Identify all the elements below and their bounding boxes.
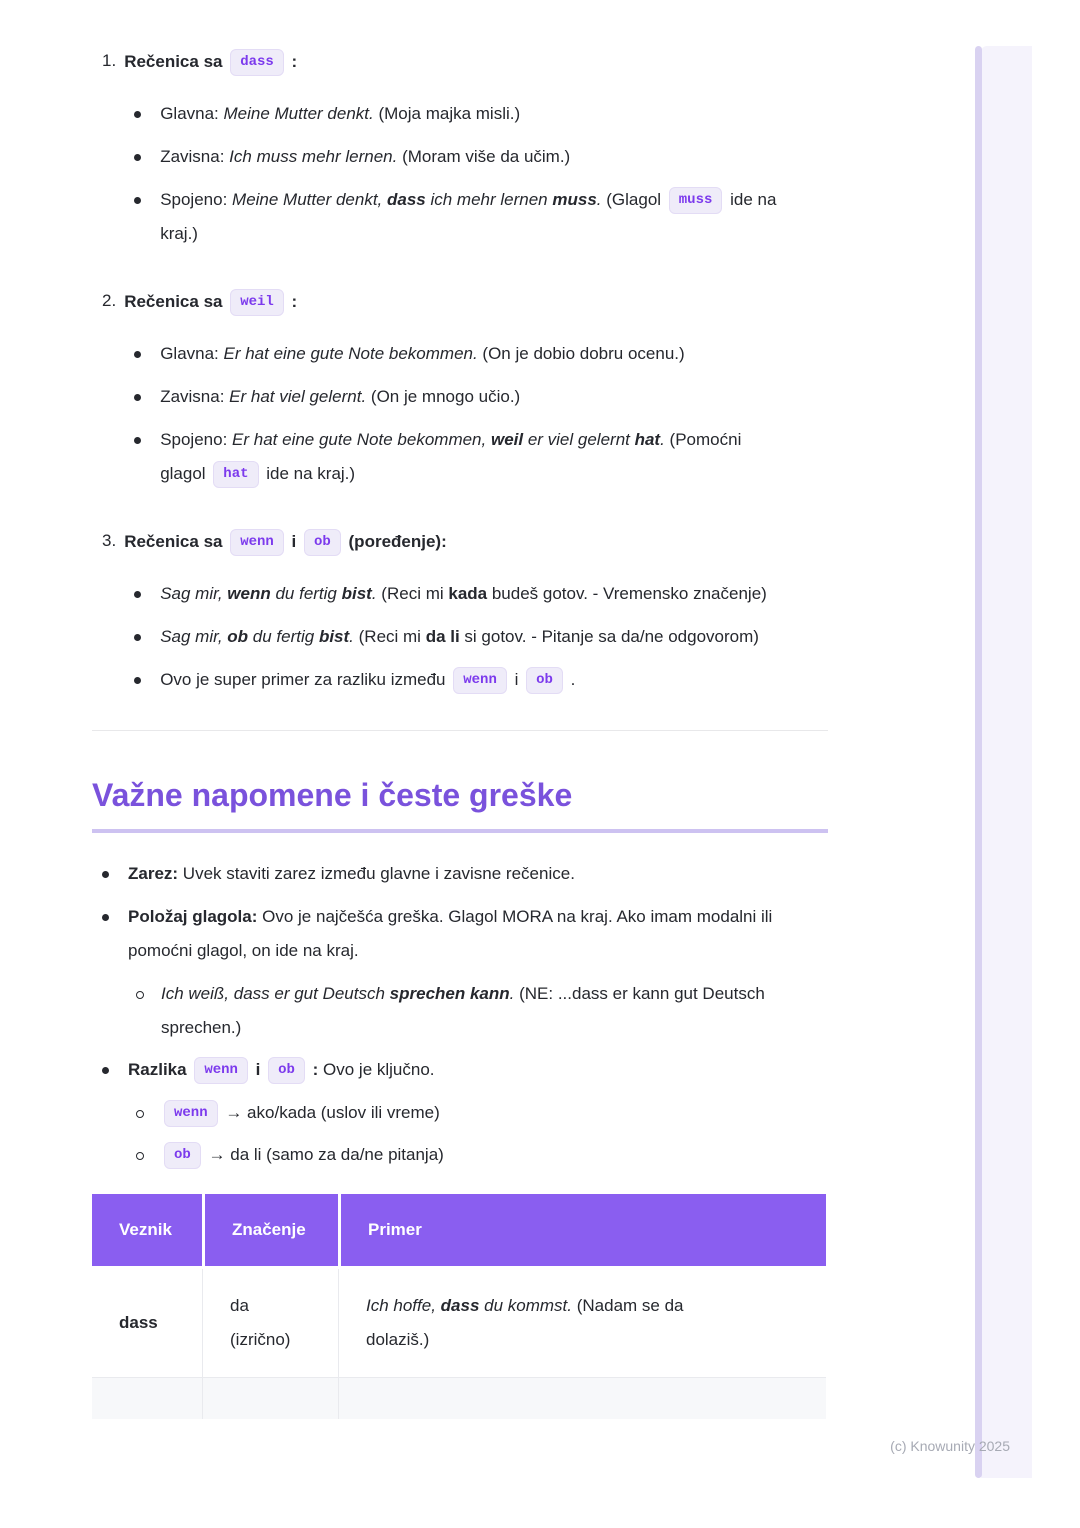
text-segment: Spojeno: bbox=[160, 430, 233, 449]
inline-code-badge: muss bbox=[669, 187, 723, 214]
text-segment: Zavisna: bbox=[160, 387, 230, 406]
bullet-text bbox=[160, 620, 788, 654]
text-segment: dass bbox=[119, 1313, 158, 1332]
text-segment: → da li (samo za da/ne pitanja) bbox=[203, 1145, 444, 1164]
section-divider bbox=[92, 730, 828, 731]
text-segment: (Nadam se da dolaziš.) bbox=[366, 1296, 684, 1349]
text-segment: muss bbox=[552, 190, 597, 209]
column-header-primer: Primer bbox=[338, 1194, 826, 1269]
text-segment: Ich hoffe, bbox=[366, 1296, 441, 1315]
note-item-polozaj-glagola bbox=[92, 900, 828, 968]
column-header-znacenje: Značenje bbox=[202, 1194, 338, 1269]
text-segment: (On je dobio dobru ocenu.) bbox=[477, 344, 685, 363]
text-segment: kada bbox=[448, 584, 488, 603]
text-segment: : bbox=[286, 52, 298, 71]
text-segment: da bbox=[230, 1296, 249, 1315]
circle-bullet-icon bbox=[136, 1110, 144, 1118]
bullet-item bbox=[124, 97, 828, 131]
text-segment: i bbox=[250, 1060, 266, 1079]
inline-code-badge: ob bbox=[164, 1142, 201, 1169]
note-item-zarez bbox=[92, 857, 828, 891]
table-row bbox=[92, 1269, 826, 1378]
text-segment: Sag mir, bbox=[160, 584, 228, 603]
inline-code-badge: weil bbox=[230, 289, 284, 316]
text-segment: (Moja majka misli.) bbox=[373, 104, 521, 123]
text-segment: : bbox=[307, 1060, 319, 1079]
text-segment: ob bbox=[227, 627, 249, 646]
sub-bullet-list bbox=[92, 977, 828, 1045]
list-item-weil bbox=[92, 284, 828, 500]
text-segment: Zarez: bbox=[128, 864, 179, 883]
text-segment: (NE: ...dass er kann gut Deutsch sprechen.) bbox=[161, 984, 765, 1037]
inline-code-badge: dass bbox=[230, 49, 284, 76]
text-segment: er viel gelernt bbox=[523, 430, 635, 449]
copyright-watermark: (c) Knowunity 2025 bbox=[890, 1438, 1010, 1454]
bullet-item bbox=[124, 620, 828, 654]
text-segment: → ako/kada (uslov ili vreme) bbox=[220, 1103, 440, 1122]
text-segment: si gotov. - Pitanje sa da/ne odgovorom) bbox=[459, 627, 759, 646]
inline-code-badge: wenn bbox=[194, 1057, 248, 1084]
bullet-text bbox=[160, 337, 788, 371]
text-segment: i bbox=[509, 670, 524, 689]
text-segment: i bbox=[286, 532, 301, 551]
text-segment: Spojeno: bbox=[160, 190, 233, 209]
text-segment: Položaj glagola: bbox=[128, 907, 258, 926]
list-item-title bbox=[124, 44, 828, 80]
text-segment: (Glagol bbox=[601, 190, 666, 209]
text-segment: (Pomoćni glagol bbox=[160, 430, 742, 483]
text-segment: Rečenica sa bbox=[124, 52, 228, 71]
cell-znacenje bbox=[202, 1269, 338, 1378]
list-number: 3. bbox=[102, 531, 117, 550]
sub-bullet-item bbox=[126, 977, 828, 1045]
inline-code-badge: hat bbox=[213, 461, 258, 488]
text-segment: Ovo je ključno. bbox=[318, 1060, 435, 1079]
list-item-title bbox=[124, 284, 828, 320]
list-item-dass bbox=[92, 44, 828, 260]
bullet-text bbox=[160, 140, 788, 174]
text-segment: Sag mir, bbox=[160, 627, 228, 646]
right-rail bbox=[981, 46, 1032, 1478]
text-segment: sprechen kann bbox=[389, 984, 510, 1003]
sub-bullet-item-ob bbox=[126, 1138, 828, 1172]
bullet-text bbox=[128, 900, 820, 968]
bullet-item bbox=[124, 337, 828, 371]
note-item-razlika bbox=[92, 1053, 828, 1087]
text-segment: da li bbox=[425, 627, 460, 646]
text-segment: Rečenica sa bbox=[124, 292, 228, 311]
text-segment: hat bbox=[634, 430, 661, 449]
sub-bullet-item-wenn bbox=[126, 1096, 828, 1130]
text-segment: . bbox=[509, 984, 515, 1003]
cell-veznik bbox=[92, 1378, 202, 1419]
bullet-text bbox=[160, 380, 788, 414]
circle-bullet-icon bbox=[136, 1152, 144, 1160]
list-item-title bbox=[124, 524, 828, 560]
text-segment: dass bbox=[440, 1296, 480, 1315]
text-segment: budeš gotov. - Vremensko značenje) bbox=[487, 584, 767, 603]
bullet-icon bbox=[134, 197, 141, 204]
bullet-icon bbox=[134, 591, 141, 598]
notes-list bbox=[92, 857, 828, 1172]
column-header-veznik: Veznik bbox=[92, 1194, 202, 1269]
bullet-icon bbox=[134, 677, 141, 684]
bullet-icon bbox=[134, 154, 141, 161]
text-segment: . bbox=[349, 627, 354, 646]
bullet-item bbox=[124, 577, 828, 611]
conjunction-table bbox=[92, 1194, 826, 1419]
sub-bullet-list bbox=[92, 1096, 828, 1172]
text-segment: du fertig bbox=[270, 584, 342, 603]
bullet-text bbox=[160, 97, 788, 131]
text-segment: Meine Mutter denkt, bbox=[232, 190, 387, 209]
text-segment: Glavna: bbox=[160, 344, 224, 363]
text-segment: (Reci mi bbox=[353, 627, 426, 646]
text-segment: : bbox=[286, 292, 298, 311]
bullet-text bbox=[160, 663, 788, 697]
inline-code-badge: wenn bbox=[164, 1100, 218, 1127]
text-segment: du kommst. bbox=[479, 1296, 573, 1315]
text-segment: bist bbox=[318, 627, 350, 646]
bullet-icon bbox=[102, 1067, 109, 1074]
text-segment: (poređenje): bbox=[343, 532, 447, 551]
text-segment: . bbox=[660, 430, 665, 449]
text-segment: . bbox=[371, 584, 377, 603]
bullet-icon bbox=[134, 437, 141, 444]
text-segment: ich mehr lernen bbox=[425, 190, 553, 209]
cell-primer bbox=[338, 1269, 826, 1378]
bullet-item bbox=[124, 663, 828, 697]
text-segment: Rečenica sa bbox=[124, 532, 228, 551]
bullet-text bbox=[161, 977, 821, 1045]
scrollbar[interactable] bbox=[975, 46, 982, 1478]
text-segment: . bbox=[565, 670, 576, 689]
bullet-text bbox=[128, 1053, 820, 1087]
text-segment: Meine Mutter denkt. bbox=[223, 104, 374, 123]
text-segment: du fertig bbox=[248, 627, 319, 646]
text-segment: wenn bbox=[227, 584, 271, 603]
bullet-item bbox=[124, 423, 828, 491]
section-heading: Važne napomene i česte greške bbox=[92, 773, 828, 833]
text-segment: bist bbox=[341, 584, 372, 603]
bullet-icon bbox=[134, 634, 141, 641]
inline-code-badge: ob bbox=[526, 667, 563, 694]
text-segment: (Reci mi bbox=[376, 584, 449, 603]
text-segment: (Moram više da učim.) bbox=[397, 147, 571, 166]
inline-code-badge: ob bbox=[304, 529, 341, 556]
cell-primer-text bbox=[366, 1289, 748, 1357]
bullet-item bbox=[124, 183, 828, 251]
inline-code-badge: wenn bbox=[453, 667, 507, 694]
cell-primer bbox=[338, 1378, 826, 1419]
bullet-icon bbox=[134, 351, 141, 358]
bullet-icon bbox=[134, 111, 141, 118]
bullet-icon bbox=[102, 914, 109, 921]
text-segment: Ich weiß, dass er gut Deutsch bbox=[161, 984, 390, 1003]
list-item-wenn-ob bbox=[92, 524, 828, 706]
numbered-list bbox=[92, 44, 828, 706]
bullet-icon bbox=[102, 871, 109, 878]
text-segment: Ich muss mehr lernen. bbox=[229, 147, 398, 166]
text-segment: Uvek staviti zarez između glavne i zavisne rečenice. bbox=[178, 864, 575, 883]
bullet-item bbox=[124, 140, 828, 174]
bullet-text bbox=[160, 577, 788, 611]
text-segment: Er hat eine gute Note bekommen. bbox=[223, 344, 478, 363]
text-segment: ide na kraj.) bbox=[160, 190, 777, 243]
text-segment: weil bbox=[490, 430, 524, 449]
text-segment: ide na kraj.) bbox=[261, 464, 356, 483]
list-number: 1. bbox=[102, 51, 117, 70]
text-segment: Er hat eine gute Note bekommen, bbox=[232, 430, 491, 449]
text-segment: Zavisna: bbox=[160, 147, 230, 166]
bullet-text bbox=[161, 1138, 821, 1172]
text-segment: Ovo je super primer za razliku između bbox=[160, 670, 451, 689]
text-segment: Er hat viel gelernt. bbox=[229, 387, 367, 406]
table-row-partial bbox=[92, 1378, 826, 1419]
table-header-row bbox=[92, 1194, 826, 1269]
text-segment: Ovo je najčešća greška. Glagol MORA na kraj. Ako imam modalni ili pomoćni glagol, on ide na kraj. bbox=[128, 907, 773, 960]
text-segment: (izrično) bbox=[230, 1330, 291, 1349]
bullet-item bbox=[124, 380, 828, 414]
text-segment: Glavna: bbox=[160, 104, 224, 123]
cell-veznik bbox=[92, 1269, 202, 1378]
inline-code-badge: ob bbox=[268, 1057, 305, 1084]
cell-znacenje bbox=[202, 1378, 338, 1419]
text-segment: Razlika bbox=[128, 1060, 192, 1079]
text-segment: dass bbox=[387, 190, 426, 209]
bullet-icon bbox=[134, 394, 141, 401]
inline-code-badge: wenn bbox=[230, 529, 284, 556]
list-number: 2. bbox=[102, 291, 117, 310]
bullet-text bbox=[160, 183, 788, 251]
circle-bullet-icon bbox=[136, 991, 144, 999]
bullet-text bbox=[161, 1096, 821, 1130]
text-segment: . bbox=[596, 190, 602, 209]
text-segment: (On je mnogo učio.) bbox=[366, 387, 521, 406]
document-content bbox=[92, 44, 828, 1419]
bullet-text bbox=[128, 857, 820, 891]
bullet-text bbox=[160, 423, 788, 491]
